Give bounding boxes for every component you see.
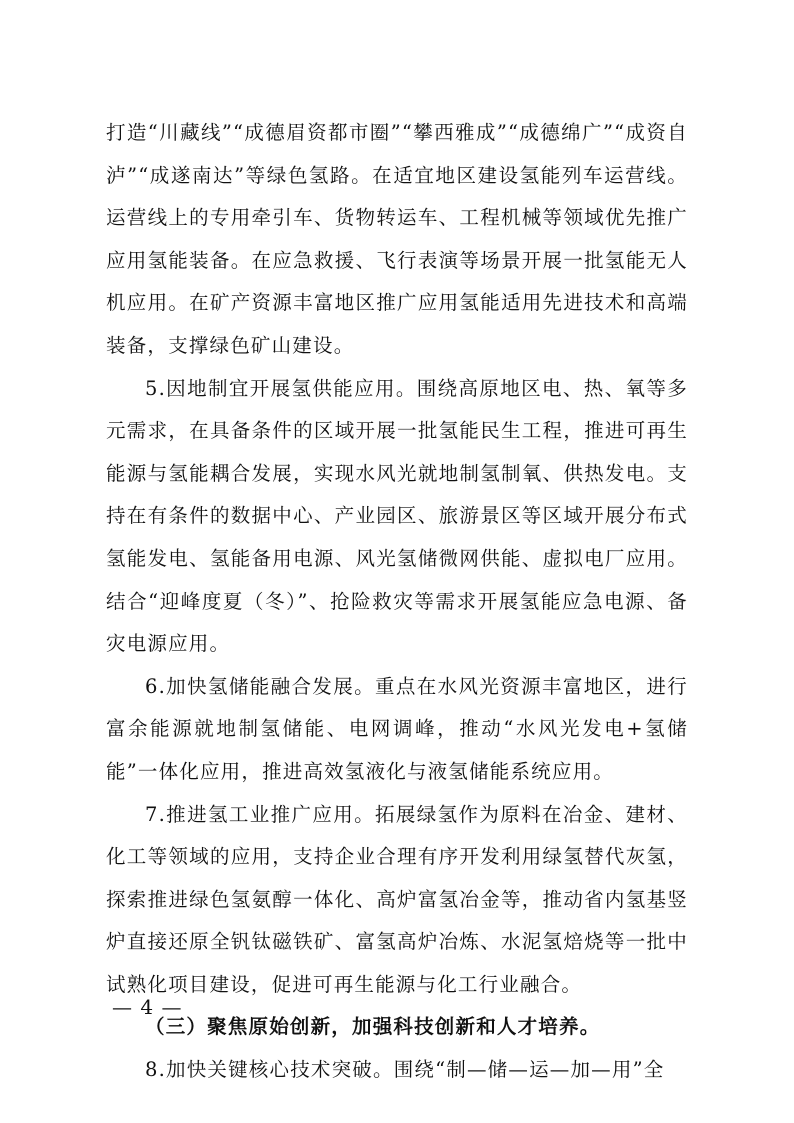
paragraph-hydrogen-routes: 打造“川藏线”“成德眉资都市圈”“攀西雅成”“成德绵广”“成资自泸”“成遂南达”等绿色氢路。在适宜地区建设氢能列车运营线。运营线上的专用牵引车、货物转运车、工程机械等领域优先推广应用氢能装备。在应急救援、飞行表演等场景开展一批氢能无人机应用。在矿产资源丰富地区推广应用氢能适用先进技术和高端装备，支撑绿色矿山建设。 (106, 121, 688, 357)
paragraph-item-6: 6.加快氢储能融合发展。重点在水风光资源丰富地区，进行富余能源就地制氢储能、电网调峰，推动“水风光发电+氢储能”一体化应用，推进高效氢液化与液氢储能系统应用。 (106, 674, 688, 783)
page-number: — 4 — (112, 995, 183, 1019)
section-heading-3: （三）聚焦原始创新，加强科技创新和人才培养。 (145, 1015, 601, 1039)
paragraph-item-8: 8.加快关键核心技术突破。围绕“制—储—运—加—用”全 (145, 1058, 665, 1082)
paragraph-item-7: 7.推进氢工业推广应用。拓展绿氢作为原料在冶金、建材、化工等领域的应用，支持企业合理有序开发利用绿氢替代灰氢，探索推进绿色氢氨醇一体化、高炉富氢冶金等，推动省内氢基竖炉直接还原全钒钛磁铁矿、富氢高炉冶炼、水泥氢焙烧等一批中试熟化项目建设，促进可再生能源与化工行业融合。 (106, 802, 688, 996)
paragraph-item-5: 5.因地制宜开展氢供能应用。围绕高原地区电、热、氧等多元需求，在具备条件的区域开展一批氢能民生工程，推进可再生能源与氢能耦合发展，实现水风光就地制氢制氧、供热发电。支持在有条件的数据中心、产业园区、旅游景区等区域开展分布式氢能发电、氢能备用电源、风光氢储微网供能、虚拟电厂应用。结合“迎峰度夏（冬）”、抢险救灾等需求开展氢能应急电源、备灾电源应用。 (106, 376, 688, 656)
document-body (106, 112, 688, 1092)
